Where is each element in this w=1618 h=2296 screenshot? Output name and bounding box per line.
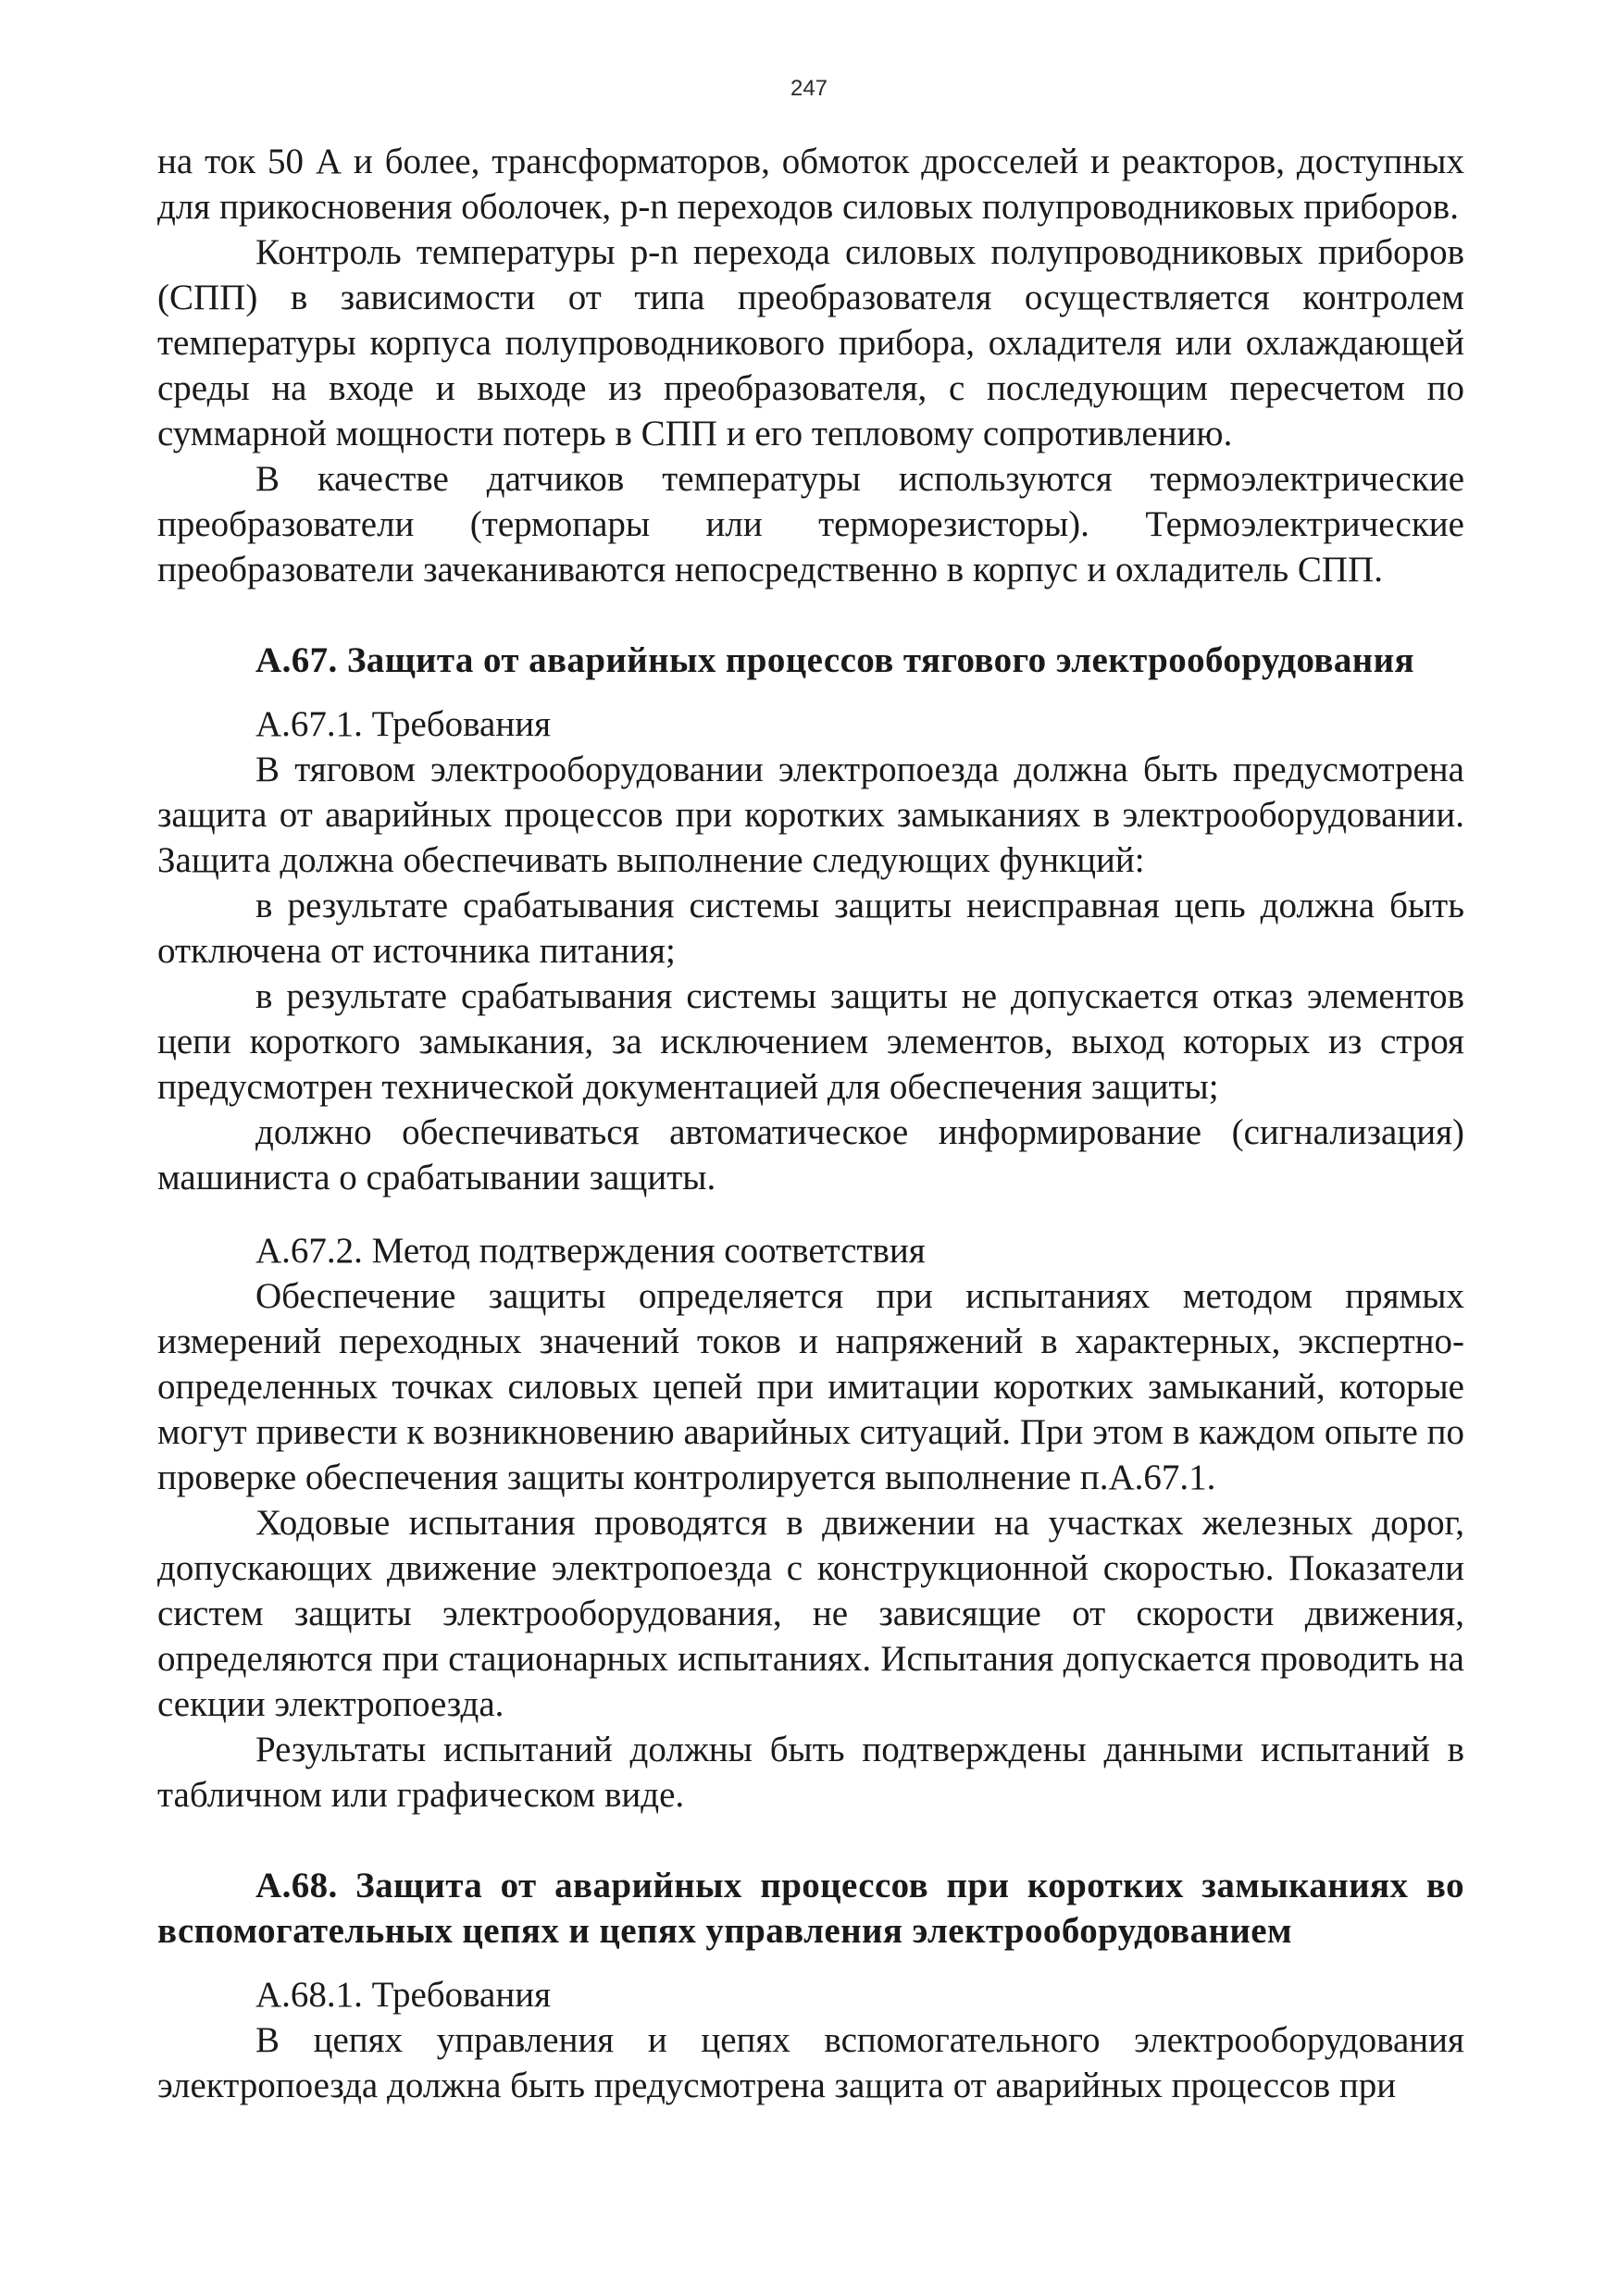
- paragraph-running-tests: Ходовые испытания проводятся в движении на участках железных дорог, допускающих движение электропоезда с конструкционной скоростью. Показатели систем защиты электрооборудования, не зависящие от скорости движения, определяются при стационарных испытаниях. Испытания допускается проводить на секции электропоезда.: [157, 1503, 1464, 1724]
- paragraph-auxiliary-protection: В цепях управления и цепях вспомогательного электрооборудования электропоезда должна быть предусмотрена защита от аварийных процессов при: [157, 2020, 1464, 2105]
- spacer: [157, 1818, 1464, 1863]
- subsection-heading-a67-1: А.67.1. Требования: [255, 704, 552, 744]
- subsection-heading-a68-1: А.68.1. Требования: [255, 1975, 552, 2015]
- paragraph-temperature-sensors: В качестве датчиков температуры используются термоэлектрические преобразователи (термопары или терморезисторы). Термоэлектрические преобразователи зачеканиваются непосредственно в корпус и охладитель СПП.: [157, 459, 1464, 590]
- paragraph-continued: на ток 50 А и более, трансформаторов, обмоток дросселей и реакторов, доступных для прикосновения оболочек, p-n переходов силовых полупроводниковых приборов.: [157, 142, 1464, 227]
- list-item-no-failure: в результате срабатывания системы защиты не допускается отказ элементов цепи короткого замыкания, за исключением элементов, выход которых из строя предусмотрен технической документацией для обеспечения защиты;: [157, 976, 1464, 1107]
- section-heading-a68: А.68. Защита от аварийных процессов при коротких замыканиях во вспомогательных цепях и цепях управления электрооборудованием: [157, 1866, 1464, 1951]
- paragraph-test-results: Результаты испытаний должны быть подтверждены данными испытаний в табличном или графическом виде.: [157, 1730, 1464, 1815]
- subsection-heading-a67-2: А.67.2. Метод подтверждения соответствия: [255, 1231, 926, 1271]
- page-number: 247: [790, 76, 828, 101]
- section-heading-a67: А.67. Защита от аварийных процессов тягового электрооборудования: [255, 640, 1415, 680]
- spacer: [157, 683, 1464, 701]
- list-item-disconnect: в результате срабатывания системы защиты неисправная цепь должна быть отключена от источника питания;: [157, 886, 1464, 971]
- paragraph-temperature-control: Контроль температуры p-n перехода силовых полупроводниковых приборов (СПП) в зависимости от типа преобразователя осуществляется контролем температуры корпуса полупроводникового прибора, охладителя или охлаждающей среды на входе и выходе из преобразователя, с последующим пересчетом по суммарной мощности потерь в СПП и его тепловому сопротивлению.: [157, 232, 1464, 453]
- paragraph-test-method: Обеспечение защиты определяется при испытаниях методом прямых измерений переходных значений токов и напряжений в характерных, экспертно-определенных точках силовых цепей при имитации коротких замыканий, которые могут привести к возникновению аварийных ситуаций. При этом в каждом опыте по проверке обеспечения защиты контролируется выполнение п.А.67.1.: [157, 1276, 1464, 1497]
- list-item-signaling: должно обеспечиваться автоматическое информирование (сигнализация) машиниста о срабатывании защиты.: [157, 1112, 1464, 1198]
- paragraph-traction-protection: В тяговом электрооборудовании электропоезда должна быть предусмотрена защита от аварийных процессов при коротких замыканиях в электрооборудовании. Защита должна обеспечивать выполнение следующих функций:: [157, 750, 1464, 880]
- spacer: [157, 592, 1464, 638]
- document-body: [157, 139, 1464, 2108]
- spacer: [157, 1954, 1464, 1972]
- spacer: [157, 1200, 1464, 1228]
